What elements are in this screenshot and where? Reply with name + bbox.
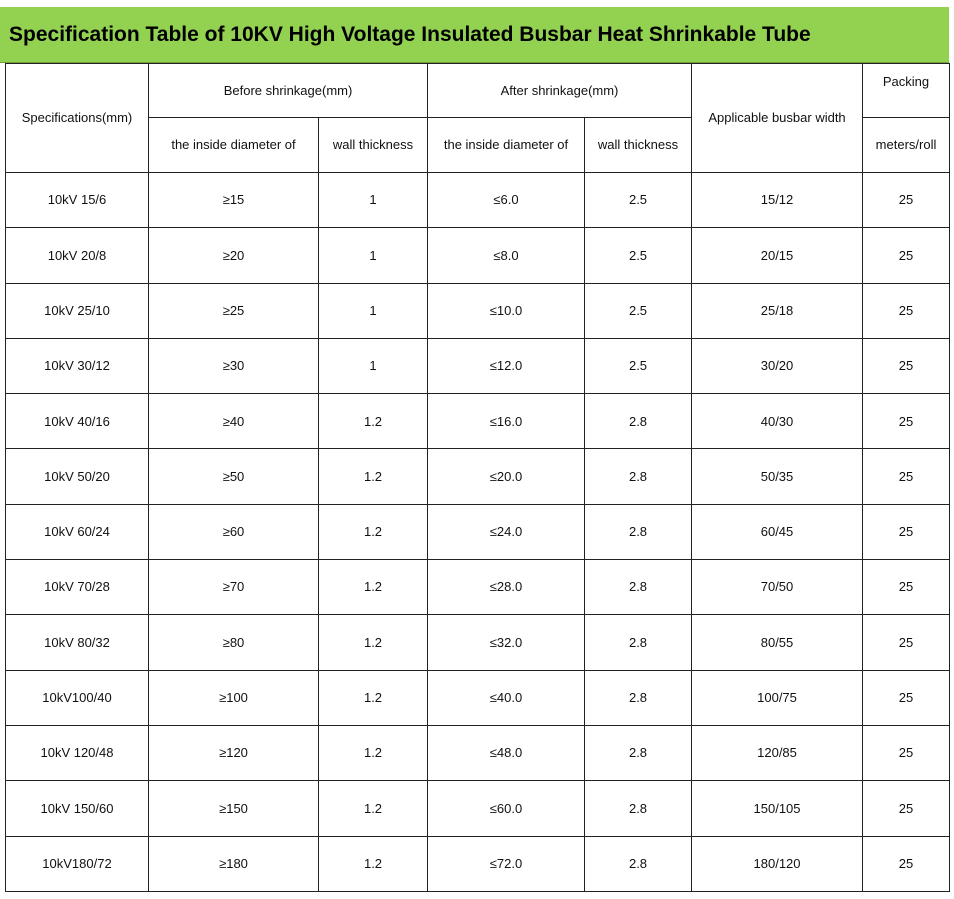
cell-before-inside-diameter: ≥120 (149, 725, 319, 780)
header-before-wall-thickness: wall thickness (319, 118, 428, 173)
cell-before-inside-diameter: ≥50 (149, 449, 319, 504)
table-row (6, 449, 950, 504)
header-before-shrinkage: Before shrinkage(mm) (149, 64, 428, 118)
cell-after-inside-diameter: ≤48.0 (428, 725, 585, 780)
table-row (6, 560, 950, 615)
table-row (6, 338, 950, 393)
cell-before-inside-diameter: ≥150 (149, 781, 319, 836)
cell-packing: 25 (863, 228, 950, 283)
cell-specification: 10kV 50/20 (6, 449, 149, 504)
cell-packing: 25 (863, 670, 950, 725)
cell-before-inside-diameter: ≥20 (149, 228, 319, 283)
cell-busbar-width: 20/15 (692, 228, 863, 283)
cell-before-wall-thickness: 1 (319, 338, 428, 393)
cell-packing: 25 (863, 781, 950, 836)
cell-after-wall-thickness: 2.8 (585, 394, 692, 449)
cell-before-inside-diameter: ≥70 (149, 560, 319, 615)
cell-before-inside-diameter: ≥30 (149, 338, 319, 393)
cell-busbar-width: 25/18 (692, 283, 863, 338)
cell-before-wall-thickness: 1 (319, 283, 428, 338)
cell-packing: 25 (863, 338, 950, 393)
cell-after-inside-diameter: ≤12.0 (428, 338, 585, 393)
cell-specification: 10kV 80/32 (6, 615, 149, 670)
cell-after-wall-thickness: 2.8 (585, 504, 692, 559)
cell-after-wall-thickness: 2.8 (585, 615, 692, 670)
table-row (6, 283, 950, 338)
cell-before-inside-diameter: ≥80 (149, 615, 319, 670)
cell-packing: 25 (863, 560, 950, 615)
cell-before-inside-diameter: ≥180 (149, 836, 319, 891)
cell-specification: 10kV100/40 (6, 670, 149, 725)
cell-before-wall-thickness: 1.2 (319, 560, 428, 615)
cell-after-inside-diameter: ≤10.0 (428, 283, 585, 338)
cell-before-inside-diameter: ≥100 (149, 670, 319, 725)
cell-busbar-width: 15/12 (692, 173, 863, 228)
cell-before-wall-thickness: 1.2 (319, 394, 428, 449)
cell-packing: 25 (863, 173, 950, 228)
cell-before-inside-diameter: ≥15 (149, 173, 319, 228)
cell-specification: 10kV 15/6 (6, 173, 149, 228)
table-row (6, 173, 950, 228)
cell-after-inside-diameter: ≤16.0 (428, 394, 585, 449)
cell-packing: 25 (863, 394, 950, 449)
table-row (6, 670, 950, 725)
table-row (6, 394, 950, 449)
header-packing: Packing (863, 64, 950, 118)
cell-before-wall-thickness: 1.2 (319, 504, 428, 559)
cell-after-wall-thickness: 2.5 (585, 283, 692, 338)
cell-after-wall-thickness: 2.8 (585, 781, 692, 836)
cell-before-wall-thickness: 1.2 (319, 836, 428, 891)
cell-after-wall-thickness: 2.5 (585, 338, 692, 393)
cell-specification: 10kV 120/48 (6, 725, 149, 780)
spec-table (5, 63, 950, 892)
cell-after-inside-diameter: ≤40.0 (428, 670, 585, 725)
cell-after-inside-diameter: ≤24.0 (428, 504, 585, 559)
cell-after-inside-diameter: ≤32.0 (428, 615, 585, 670)
header-packing-unit: meters/roll (863, 118, 950, 173)
page-title: Specification Table of 10KV High Voltage Insulated Busbar Heat Shrinkable Tube (0, 7, 949, 63)
cell-specification: 10kV 25/10 (6, 283, 149, 338)
cell-packing: 25 (863, 283, 950, 338)
cell-busbar-width: 100/75 (692, 670, 863, 725)
header-before-inside-diameter: the inside diameter of (149, 118, 319, 173)
header-after-wall-thickness: wall thickness (585, 118, 692, 173)
cell-before-wall-thickness: 1.2 (319, 670, 428, 725)
cell-before-inside-diameter: ≥25 (149, 283, 319, 338)
cell-busbar-width: 30/20 (692, 338, 863, 393)
cell-before-wall-thickness: 1.2 (319, 725, 428, 780)
cell-before-inside-diameter: ≥60 (149, 504, 319, 559)
cell-after-inside-diameter: ≤72.0 (428, 836, 585, 891)
cell-before-wall-thickness: 1.2 (319, 781, 428, 836)
cell-specification: 10kV 30/12 (6, 338, 149, 393)
cell-packing: 25 (863, 449, 950, 504)
cell-before-wall-thickness: 1 (319, 173, 428, 228)
header-specifications: Specifications(mm) (6, 64, 149, 173)
cell-busbar-width: 80/55 (692, 615, 863, 670)
cell-after-wall-thickness: 2.8 (585, 836, 692, 891)
cell-after-inside-diameter: ≤28.0 (428, 560, 585, 615)
cell-after-wall-thickness: 2.5 (585, 173, 692, 228)
cell-after-wall-thickness: 2.8 (585, 560, 692, 615)
cell-after-wall-thickness: 2.8 (585, 670, 692, 725)
cell-busbar-width: 50/35 (692, 449, 863, 504)
cell-busbar-width: 40/30 (692, 394, 863, 449)
cell-packing: 25 (863, 504, 950, 559)
table-row (6, 836, 950, 891)
table-row (6, 781, 950, 836)
cell-before-inside-diameter: ≥40 (149, 394, 319, 449)
cell-specification: 10kV 20/8 (6, 228, 149, 283)
cell-specification: 10kV180/72 (6, 836, 149, 891)
cell-after-inside-diameter: ≤6.0 (428, 173, 585, 228)
cell-before-wall-thickness: 1.2 (319, 449, 428, 504)
cell-after-inside-diameter: ≤60.0 (428, 781, 585, 836)
cell-busbar-width: 120/85 (692, 725, 863, 780)
cell-busbar-width: 180/120 (692, 836, 863, 891)
table-row (6, 615, 950, 670)
cell-packing: 25 (863, 836, 950, 891)
cell-specification: 10kV 150/60 (6, 781, 149, 836)
cell-after-wall-thickness: 2.8 (585, 725, 692, 780)
cell-packing: 25 (863, 615, 950, 670)
header-after-shrinkage: After shrinkage(mm) (428, 64, 692, 118)
table-row (6, 725, 950, 780)
header-busbar-width: Applicable busbar width (692, 64, 863, 173)
header-after-inside-diameter: the inside diameter of (428, 118, 585, 173)
cell-busbar-width: 70/50 (692, 560, 863, 615)
cell-after-inside-diameter: ≤20.0 (428, 449, 585, 504)
cell-packing: 25 (863, 725, 950, 780)
cell-busbar-width: 150/105 (692, 781, 863, 836)
cell-before-wall-thickness: 1.2 (319, 615, 428, 670)
cell-busbar-width: 60/45 (692, 504, 863, 559)
table-row (6, 228, 950, 283)
cell-specification: 10kV 70/28 (6, 560, 149, 615)
cell-after-wall-thickness: 2.5 (585, 228, 692, 283)
cell-after-wall-thickness: 2.8 (585, 449, 692, 504)
cell-specification: 10kV 60/24 (6, 504, 149, 559)
cell-before-wall-thickness: 1 (319, 228, 428, 283)
cell-after-inside-diameter: ≤8.0 (428, 228, 585, 283)
cell-specification: 10kV 40/16 (6, 394, 149, 449)
table-row (6, 504, 950, 559)
